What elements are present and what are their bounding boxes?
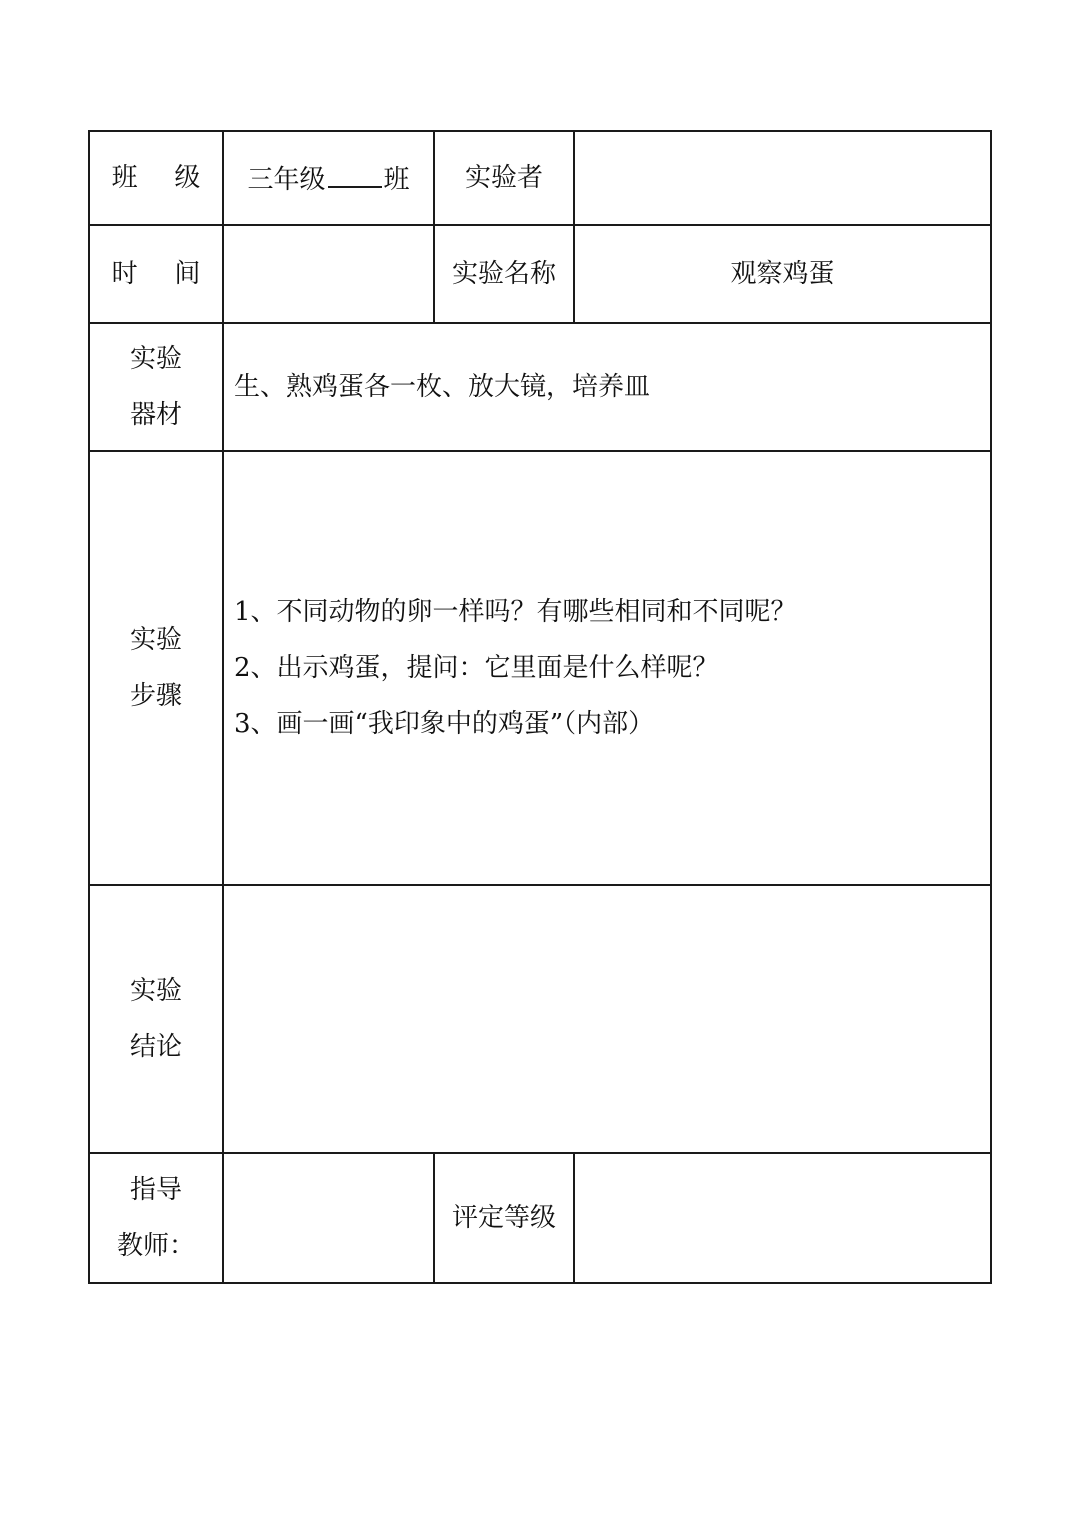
time-label: 时 间 — [111, 259, 215, 289]
row-teacher — [89, 1153, 991, 1283]
class-label-cell — [89, 131, 223, 225]
experimenter-value-cell[interactable] — [574, 131, 991, 225]
experimenter-label-cell — [434, 131, 574, 225]
steps-label-line2: 步骤 — [129, 681, 182, 711]
experiment-name-label: 实验名称 — [451, 259, 556, 289]
row-steps — [89, 451, 991, 885]
class-label: 班 级 — [111, 163, 215, 193]
teacher-value-cell[interactable] — [223, 1153, 434, 1283]
teacher-label-cell — [89, 1153, 223, 1283]
step-item-1: 1、不同动物的卵一样吗？有哪些相同和不同呢？ — [234, 597, 797, 627]
step-item-3: 3、画一画“我印象中的鸡蛋”（内部） — [234, 709, 655, 739]
conclusion-label-cell — [89, 885, 223, 1153]
materials-label-line2: 器材 — [129, 400, 182, 430]
grade-label: 评定等级 — [451, 1203, 556, 1233]
steps-label-line1: 实验 — [129, 625, 182, 655]
experiment-name-value-cell[interactable] — [574, 225, 991, 323]
class-suffix: 班 — [383, 164, 410, 195]
conclusion-label-line2: 结论 — [129, 1032, 182, 1062]
grade-label-cell — [434, 1153, 574, 1283]
teacher-label-line1: 指导 — [129, 1175, 182, 1205]
steps-label-cell — [89, 451, 223, 885]
teacher-label-line2: 教师： — [116, 1231, 195, 1261]
materials-value-cell[interactable] — [223, 323, 991, 451]
grade-value-cell[interactable] — [574, 1153, 991, 1283]
experiment-name-label-cell — [434, 225, 574, 323]
row-conclusion — [89, 885, 991, 1153]
conclusion-label-line1: 实验 — [129, 976, 182, 1006]
experimenter-label: 实验者 — [464, 163, 543, 193]
row-time — [89, 225, 991, 323]
experiment-record-table — [88, 130, 992, 1284]
time-label-cell — [89, 225, 223, 323]
steps-list — [224, 584, 990, 752]
steps-value-cell[interactable] — [223, 451, 991, 885]
class-number-blank[interactable] — [328, 164, 382, 188]
step-item-2: 2、出示鸡蛋，提问：它里面是什么样呢？ — [234, 653, 719, 683]
class-prefix: 三年级 — [247, 164, 326, 195]
row-materials — [89, 323, 991, 451]
materials-label-cell — [89, 323, 223, 451]
time-value-cell[interactable] — [223, 225, 434, 323]
experiment-name-value: 观察鸡蛋 — [730, 259, 835, 289]
class-value-cell[interactable] — [223, 131, 434, 225]
row-class — [89, 131, 991, 225]
materials-value: 生、熟鸡蛋各一枚、放大镜，培养皿 — [234, 372, 651, 402]
conclusion-value-cell[interactable] — [223, 885, 991, 1153]
materials-label-line1: 实验 — [129, 344, 182, 374]
